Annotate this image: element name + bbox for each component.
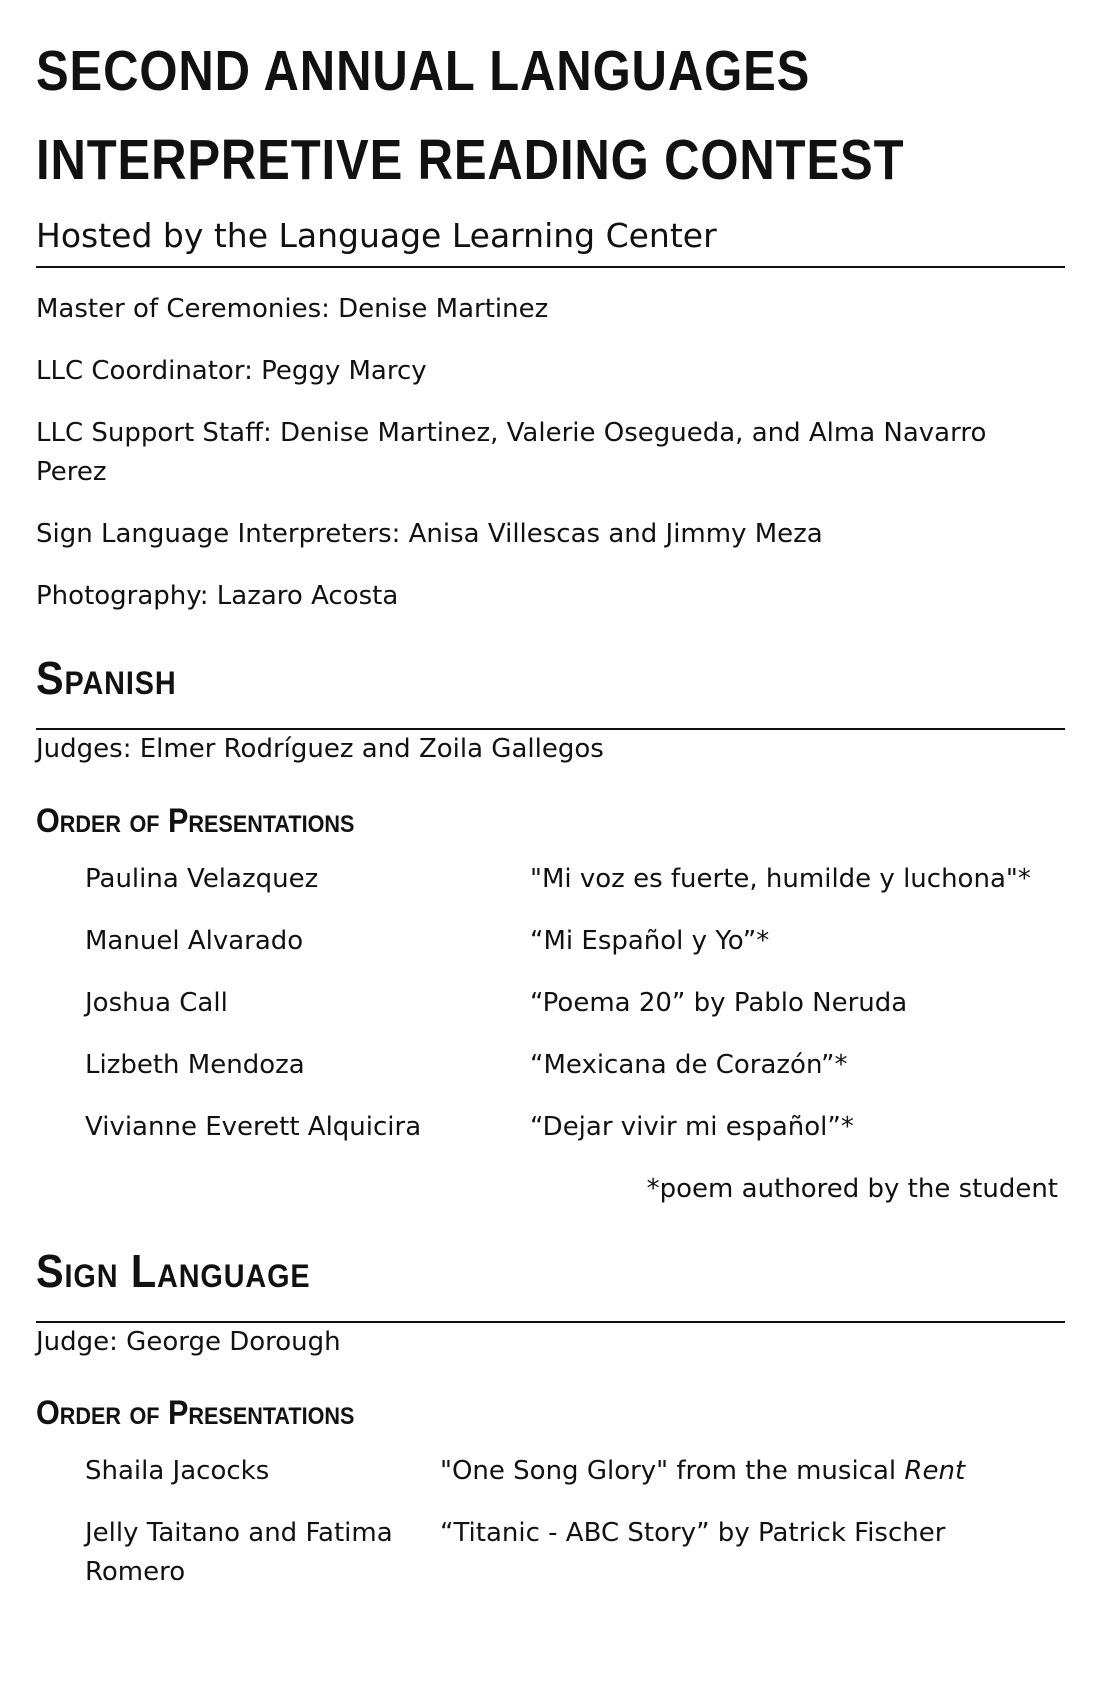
sign-language-presenter: Jelly Taitano and Fatima Romero [85,1518,393,1587]
spanish-work: “Poema 20” by Pablo Neruda [530,988,908,1018]
spanish-presenter: Vivianne Everett Alquicira [85,1112,422,1142]
credit-sign-language-interpreters: Sign Language Interpreters: Anisa Villescas and Jimmy Meza [36,519,823,549]
credit-llc-coordinator: LLC Coordinator: Peggy Marcy [36,356,427,386]
header-divider [36,266,1065,268]
sign-language-judge: Judge: George Dorough [36,1327,341,1357]
credit-photography: Photography: Lazaro Acosta [36,581,399,611]
spanish-work: "Mi voz es fuerte, humilde y luchona"* [530,864,1031,894]
page-title-line-1: SECOND ANNUAL LANGUAGES [36,39,811,103]
page-subtitle: Hosted by the Language Learning Center [36,216,717,255]
work-title: "One Song Glory" from the musical [440,1456,905,1486]
credit-master-of-ceremonies: Master of Ceremonies: Denise Martinez [36,294,549,324]
spanish-judges: Judges: Elmer Rodríguez and Zoila Gallegos [36,734,604,764]
section-title-spanish: Spanish [36,652,177,704]
musical-title: Rent [904,1456,966,1486]
spanish-work: “Mexicana de Corazón”* [530,1050,848,1080]
credit-llc-support-staff: LLC Support Staff: Denise Martinez, Valerie Osegueda, and Alma Navarro Perez [36,418,987,487]
spanish-presenter: Joshua Call [85,988,228,1018]
sign-language-order-heading: Order of Presentations [36,1394,355,1432]
sign-language-work [440,1452,965,1491]
spanish-work: “Mi Español y Yo”* [530,926,770,956]
section-title-sign-language: Sign Language [36,1245,311,1297]
spanish-work: “Dejar vivir mi español”* [530,1112,854,1142]
sign-language-presenter: Shaila Jacocks [85,1456,270,1486]
spanish-presenter: Paulina Velazquez [85,864,319,894]
spanish-presenter: Manuel Alvarado [85,926,304,956]
spanish-presenter: Lizbeth Mendoza [85,1050,305,1080]
spanish-footnote: *poem authored by the student [646,1174,1058,1204]
sign-language-work: “Titanic - ABC Story” by Patrick Fischer [440,1518,946,1548]
page-title-line-2: INTERPRETIVE READING CONTEST [36,128,905,192]
spanish-order-heading: Order of Presentations [36,802,355,840]
